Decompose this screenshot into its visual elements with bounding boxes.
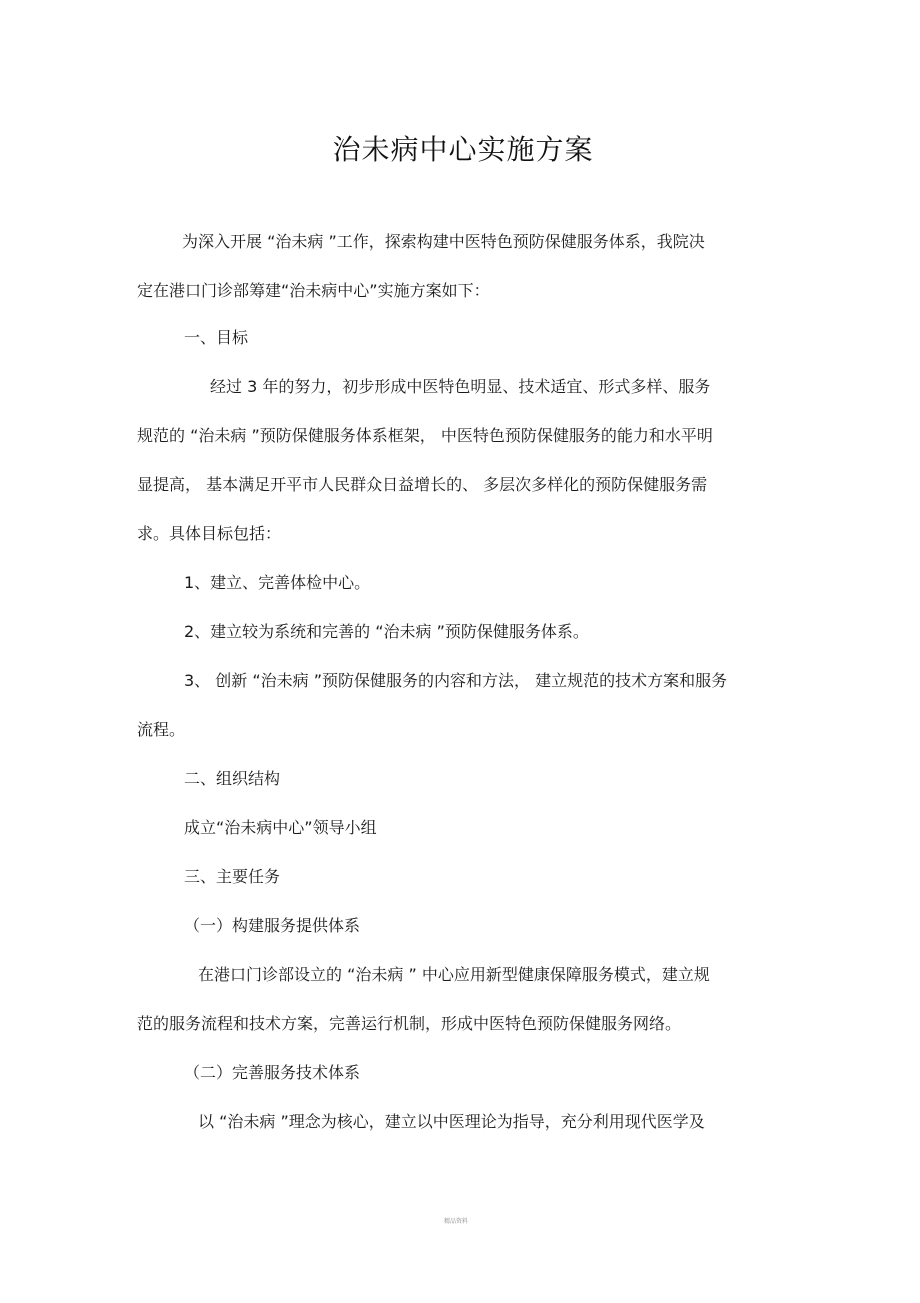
paragraph-line: 规范的 “治未病 ”预防保健服务体系框架， 中医特色预防保健服务的能力和水平明 bbox=[137, 426, 713, 445]
paragraph-line: 成立“治未病中心”领导小组 bbox=[184, 818, 377, 837]
paragraph-line: 流程。 bbox=[137, 720, 186, 739]
section-heading-goals: 一、目标 bbox=[184, 328, 249, 347]
subsection-heading: （一）构建服务提供体系 bbox=[184, 916, 361, 935]
paragraph-line: 在港口门诊部设立的 “治未病 ” 中心应用新型健康保障服务模式，建立规 bbox=[198, 965, 710, 984]
paragraph-line: 以 “治未病 ”理念为核心，建立以中医理论为指导，充分利用现代医学及 bbox=[198, 1112, 705, 1131]
section-heading-organization: 二、组织结构 bbox=[184, 769, 281, 788]
list-item: 3、 创新 “治未病 ”预防保健服务的内容和方法， 建立规范的技术方案和服务 bbox=[184, 671, 728, 690]
paragraph-line: 经过 3 年的努力，初步形成中医特色明显、技术适宜、形式多样、服务 bbox=[210, 377, 711, 396]
paragraph-line: 求。具体目标包括： bbox=[137, 524, 282, 543]
paragraph-line: 为深入开展 “治未病 ”工作，探索构建中医特色预防保健服务体系，我院决 bbox=[182, 232, 705, 251]
list-item: 1、建立、完善体检中心。 bbox=[184, 573, 371, 592]
paragraph-line: 定在港口门诊部筹建“治未病中心”实施方案如下： bbox=[137, 281, 490, 300]
document-title: 治未病中心实施方案 bbox=[332, 133, 594, 166]
subsection-heading: （二）完善服务技术体系 bbox=[184, 1063, 361, 1082]
section-heading-tasks: 三、主要任务 bbox=[184, 867, 281, 886]
page-footer: 精品资料 bbox=[443, 1218, 468, 1225]
list-item: 2、建立较为系统和完善的 “治未病 ”预防保健服务体系。 bbox=[184, 622, 589, 641]
paragraph-line: 范的服务流程和技术方案，完善运行机制，形成中医特色预防保健服务网络。 bbox=[137, 1014, 682, 1033]
paragraph-line: 显提高， 基本满足开平市人民群众日益增长的、 多层次多样化的预防保健服务需 bbox=[137, 475, 708, 494]
